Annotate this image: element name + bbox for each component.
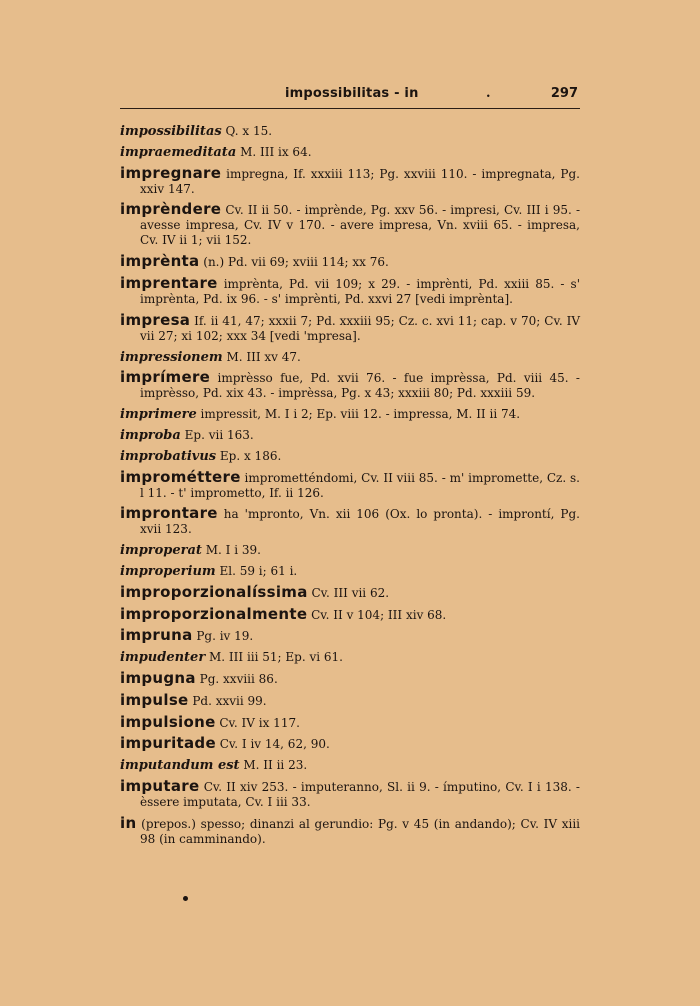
page-mark-dot <box>183 896 188 901</box>
entry-headword: imprènta <box>120 252 200 271</box>
entry-text: imprometténdomi, Cv. II viii 85. - m' impromette, Cz. s. l 11. - t' imprometto, If. ii 126. <box>140 470 580 500</box>
entry <box>120 776 580 810</box>
entry-text: If. ii 41, 47; xxxii 7; Pd. xxxiii 95; Cz. c. xvi 11; cap. v 70; Cv. IV vii 27; xi 102; xxx 34 [vedi 'mpresa]. <box>140 313 580 343</box>
entry <box>120 145 580 160</box>
entry <box>120 543 580 558</box>
dictionary-entries <box>120 124 580 853</box>
entry-headword: impulse <box>120 690 189 709</box>
entry <box>120 564 580 579</box>
entry <box>120 370 580 401</box>
entry-text: imprèsso fue, Pd. xvii 76. - fue imprèssa, Pd. viii 45. - imprèsso, Pd. xix 43. - imprèssa, Pg. x 43; xxxiii 80; Pd. xxxiii 59. <box>140 371 580 401</box>
entry <box>120 350 580 365</box>
entry <box>120 506 580 537</box>
entry <box>120 428 580 443</box>
entry <box>120 273 580 307</box>
entry <box>120 124 580 139</box>
entry <box>120 310 580 344</box>
entry-headword: improméttere <box>120 467 241 486</box>
entry <box>120 449 580 464</box>
entry-text: Ep. x 186. <box>216 448 282 463</box>
header-rule <box>120 108 580 109</box>
entry-headword: improperat <box>120 543 202 559</box>
entry-text: Cv. IV ix 117. <box>215 715 300 730</box>
entry-headword: impossibilitas <box>120 124 222 139</box>
entry-text: Cv. II ii 50. - imprènde, Pg. xxv 56. - impresi, Cv. III i 95. - avesse impresa, Cv. IV v 170. - avere impresa, Vn. xviii 65. - impresa, Cv. IV ii 1; vii 152. <box>140 203 580 248</box>
entry-text: Q. x 15. <box>221 124 273 138</box>
running-head: impossibilitas - in <box>285 86 419 101</box>
entry <box>120 650 580 665</box>
entry-headword: imputandum est <box>120 758 240 774</box>
entry <box>120 407 580 422</box>
entry-text: impregna, If. xxxiii 113; Pg. xxviii 110. - impregnata, Pg. xxiv 147. <box>140 166 580 196</box>
entry-text: impressit, M. I i 2; Ep. viii 12. - impressa, M. II ii 74. <box>196 407 521 422</box>
entry-text: Cv. I iv 14, 62, 90. <box>215 737 330 752</box>
entry-text: M. III xv 47. <box>222 349 301 364</box>
entry <box>120 690 580 709</box>
entry <box>120 467 580 501</box>
entry <box>120 604 580 623</box>
entry-text: El. 59 i; 61 i. <box>215 563 298 578</box>
entry-headword: impulsione <box>120 712 216 731</box>
entry <box>120 736 580 752</box>
entry-text: imprènta, Pd. vii 109; x 29. - imprènti, Pd. xxiii 85. - s' imprènta, Pd. ix 96. - s' imprènti, Pd. xxvi 27 [vedi imprènta]. <box>140 276 580 306</box>
entry-text: M. III iii 51; Ep. vi 61. <box>205 650 343 665</box>
entry-text: Cv. III vii 62. <box>307 585 390 600</box>
entry-headword: impraemeditata <box>120 144 237 160</box>
entry-headword: improporzionalmente <box>120 604 308 623</box>
entry <box>120 813 580 847</box>
entry-headword: in <box>120 813 137 832</box>
entry <box>120 254 580 270</box>
entry-headword: impudenter <box>120 650 206 666</box>
entry-text: Cv. II v 104; III xiv 68. <box>307 607 447 622</box>
entry-text: M. I i 39. <box>201 543 261 558</box>
entry-headword: imputare <box>120 776 200 795</box>
entry-text: Pg. xxviii 86. <box>195 671 278 686</box>
entry-headword: improba <box>120 427 181 443</box>
entry <box>120 582 580 601</box>
entry-headword: imprimere <box>120 407 197 423</box>
entry-text: M. III ix 64. <box>236 144 312 159</box>
entry <box>120 628 580 644</box>
entry-text: Pd. xxvii 99. <box>188 693 267 708</box>
entry-headword: improporzionalíssima <box>120 582 308 601</box>
page-header <box>120 86 580 108</box>
entry-headword: improperium <box>120 563 216 579</box>
entry-text: (prepos.) spesso; dinanzi al gerundio: Pg. v 45 (in andando); Cv. IV xiii 98 (in camminando). <box>136 816 580 846</box>
entry-text: Ep. vii 163. <box>180 427 254 442</box>
entry-text: Pg. iv 19. <box>192 629 254 644</box>
entry <box>120 758 580 773</box>
entry-headword: imprentare <box>120 273 218 292</box>
entry-text: Cv. II xiv 253. - imputeranno, Sl. ii 9. - ímputino, Cv. I i 138. - èssere imputata, Cv. I iii 33. <box>140 779 580 809</box>
entry-text: ha 'mpronto, Vn. xii 106 (Ox. lo pronta). - improntí, Pg. xvii 123. <box>140 507 580 537</box>
entry-headword: imprímere <box>120 368 211 387</box>
entry <box>120 712 580 731</box>
entry-headword: imprèndere <box>120 200 222 219</box>
entry-text: (n.) Pd. vii 69; xviii 114; xx 76. <box>199 255 389 270</box>
entry-headword: impressionem <box>120 349 223 365</box>
entry-headword: impruna <box>120 626 193 645</box>
entry-text: M. II ii 23. <box>239 758 308 773</box>
entry-headword: improntare <box>120 504 218 523</box>
entry <box>120 668 580 687</box>
entry-headword: impregnare <box>120 163 222 182</box>
page-number: 297 <box>550 86 578 101</box>
entry-headword: improbativus <box>120 448 217 464</box>
entry <box>120 202 580 248</box>
entry-headword: impuritade <box>120 734 216 753</box>
header-dot: . <box>486 86 491 101</box>
entry-headword: impugna <box>120 668 196 687</box>
entry <box>120 163 580 197</box>
entry-headword: impresa <box>120 310 191 329</box>
